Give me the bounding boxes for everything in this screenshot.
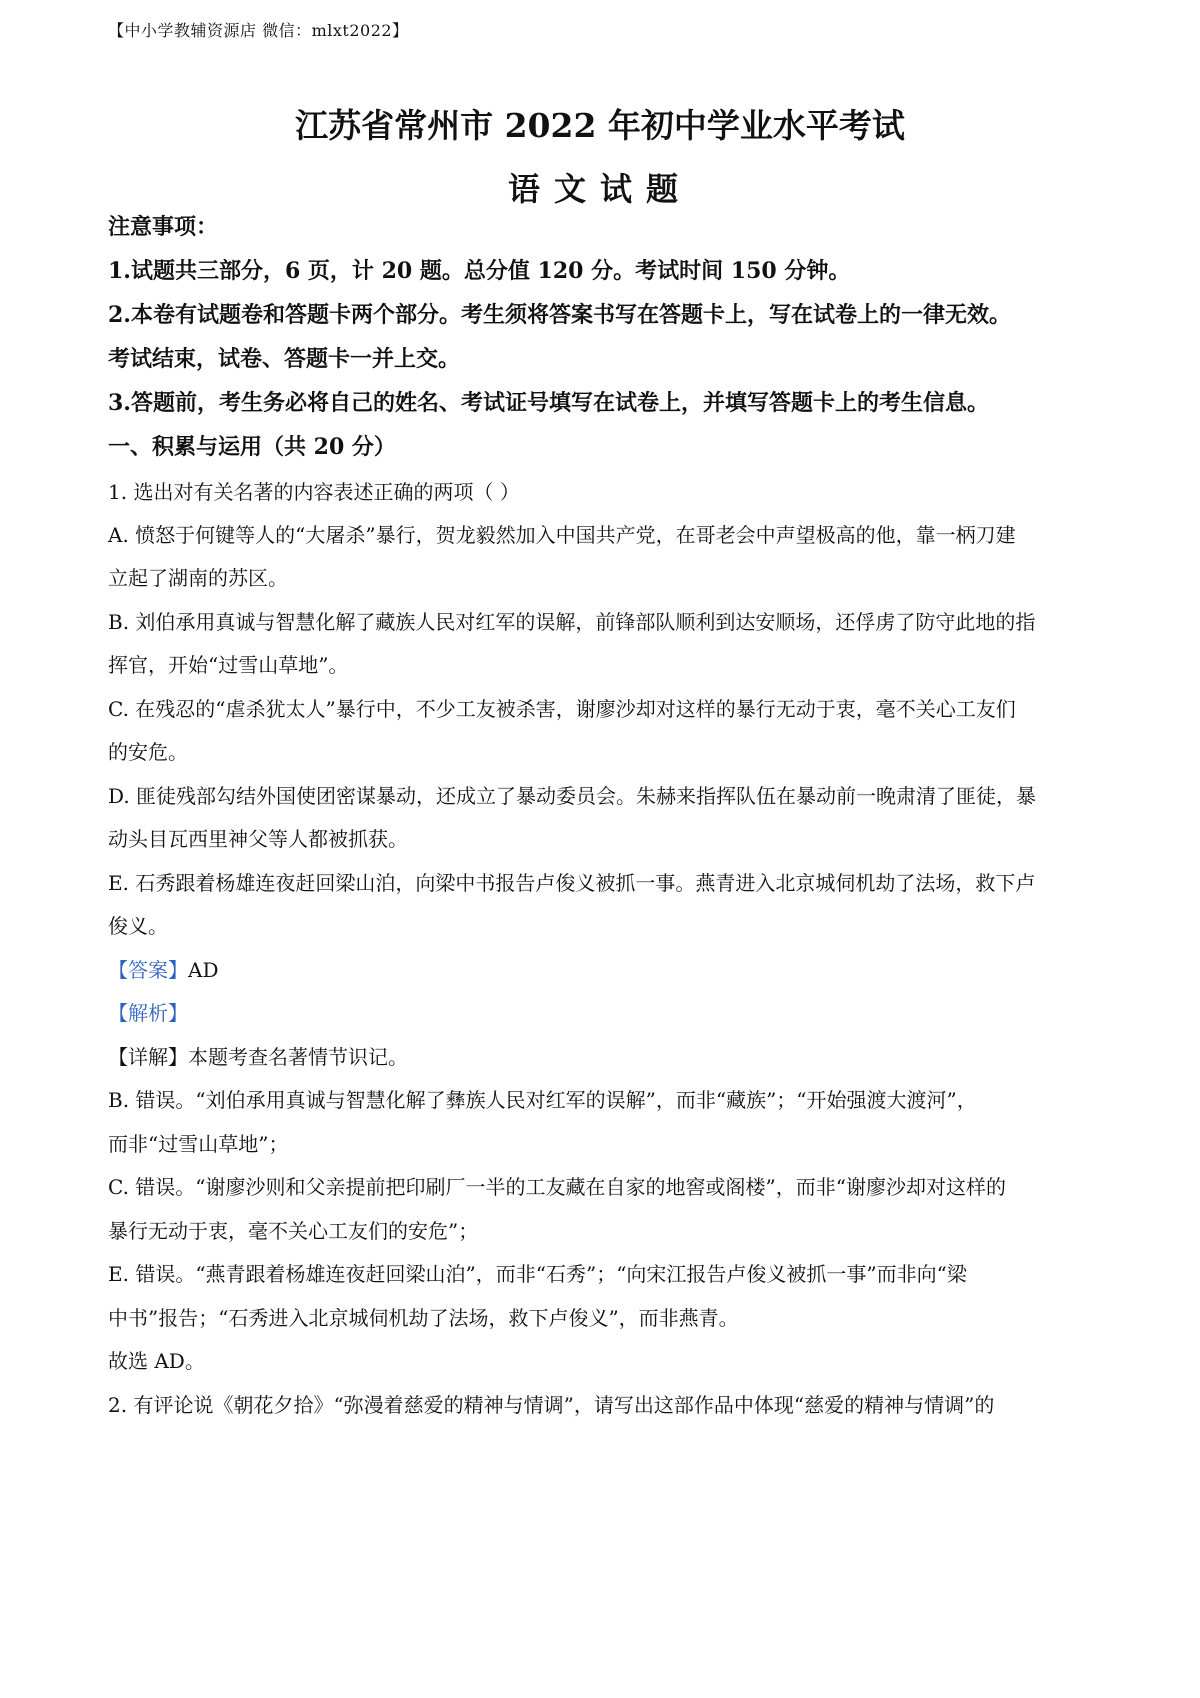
detail-line: 【详解】本题考查名著情节识记。: [108, 1045, 408, 1069]
answer-line: [108, 954, 1098, 983]
exam-title: 江苏省常州市 2022 年初中学业水平考试: [295, 106, 905, 145]
notes-line-1: 1.试题共三部分，6 页，计 20 题。总分值 120 分。考试时间 150 分钟。: [108, 258, 851, 284]
explain-c-line-2: 暴行无动于衷，毫不关心工友们的安危”；: [108, 1219, 479, 1243]
exam-subtitle: 语文试题: [507, 170, 692, 208]
option-a-line-2: 立起了湖南的苏区。: [108, 566, 288, 590]
option-b-line-2: 挥官，开始“过雪山草地”。: [108, 653, 349, 677]
section-heading: 一、积累与运用（共 20 分）: [108, 434, 396, 460]
explain-e-line-2: 中书”报告；“石秀进入北京城伺机劫了法场，救下卢俊义”，而非燕青。: [108, 1306, 739, 1330]
answer-tag: 【答案】: [108, 958, 188, 982]
option-b-line-1: B. 刘伯承用真诚与智慧化解了藏族人民对红军的误解，前锋部队顺利到达安顺场，还俘虏了防守此地的指: [108, 610, 1036, 634]
notes-heading: 注意事项：: [108, 214, 219, 240]
option-d-line-1: D. 匪徒残部勾结外国使团密谋暴动，还成立了暴动委员会。朱赫来指挥队伍在暴动前一晚肃清了匪徒，暴: [108, 784, 1037, 808]
answer-value: AD: [188, 958, 219, 982]
question-1-stem: 1. 选出对有关名著的内容表述正确的两项（ ）: [108, 480, 520, 504]
option-d-line-2: 动头目瓦西里神父等人都被抓获。: [108, 827, 408, 851]
watermark-header: 【中小学教辅资源店 微信：mlxt2022】: [108, 21, 409, 40]
explain-e-line-1: E. 错误。“燕青跟着杨雄连夜赶回梁山泊”，而非“石秀”；“向宋江报告卢俊义被抓一事”而非向“梁: [108, 1262, 967, 1286]
option-a-line-1: A. 愤怒于何键等人的“大屠杀”暴行，贺龙毅然加入中国共产党，在哥老会中声望极高的他，靠一柄刀建: [108, 523, 1016, 547]
notes-line-3: 考试结束，试卷、答题卡一并上交。: [108, 346, 461, 372]
analysis-tag: 【解析】: [108, 1001, 188, 1025]
notes-line-2: 2.本卷有试题卷和答题卡两个部分。考生须将答案书写在答题卡上，写在试卷上的一律无效。: [108, 302, 1011, 328]
explain-b-line-1: B. 错误。“刘伯承用真诚与智慧化解了彝族人民对红军的误解”，而非“藏族”；“开始强渡大渡河”，: [108, 1088, 977, 1112]
conclusion-line: 故选 AD。: [108, 1349, 205, 1373]
explain-c-line-1: C. 错误。“谢廖沙则和父亲提前把印刷厂一半的工友藏在自家的地窖或阁楼”，而非“谢廖沙却对这样的: [108, 1175, 1006, 1199]
option-e-line-2: 俊义。: [108, 914, 168, 938]
explain-b-line-2: 而非“过雪山草地”；: [108, 1132, 289, 1156]
option-c-line-2: 的安危。: [108, 740, 188, 764]
option-c-line-1: C. 在残忍的“虐杀犹太人”暴行中，不少工友被杀害，谢廖沙却对这样的暴行无动于衷，毫不关心工友们: [108, 697, 1016, 721]
option-e-line-1: E. 石秀跟着杨雄连夜赶回梁山泊，向梁中书报告卢俊义被抓一事。燕青进入北京城伺机劫了法场，救下卢: [108, 871, 1036, 895]
question-2-stem: 2. 有评论说《朝花夕拾》“弥漫着慈爱的精神与情调”，请写出这部作品中体现“慈爱的精神与情调”的: [108, 1393, 995, 1417]
notes-line-4: 3.答题前，考生务必将自己的姓名、考试证号填写在试卷上，并填写答题卡上的考生信息。: [108, 390, 989, 416]
